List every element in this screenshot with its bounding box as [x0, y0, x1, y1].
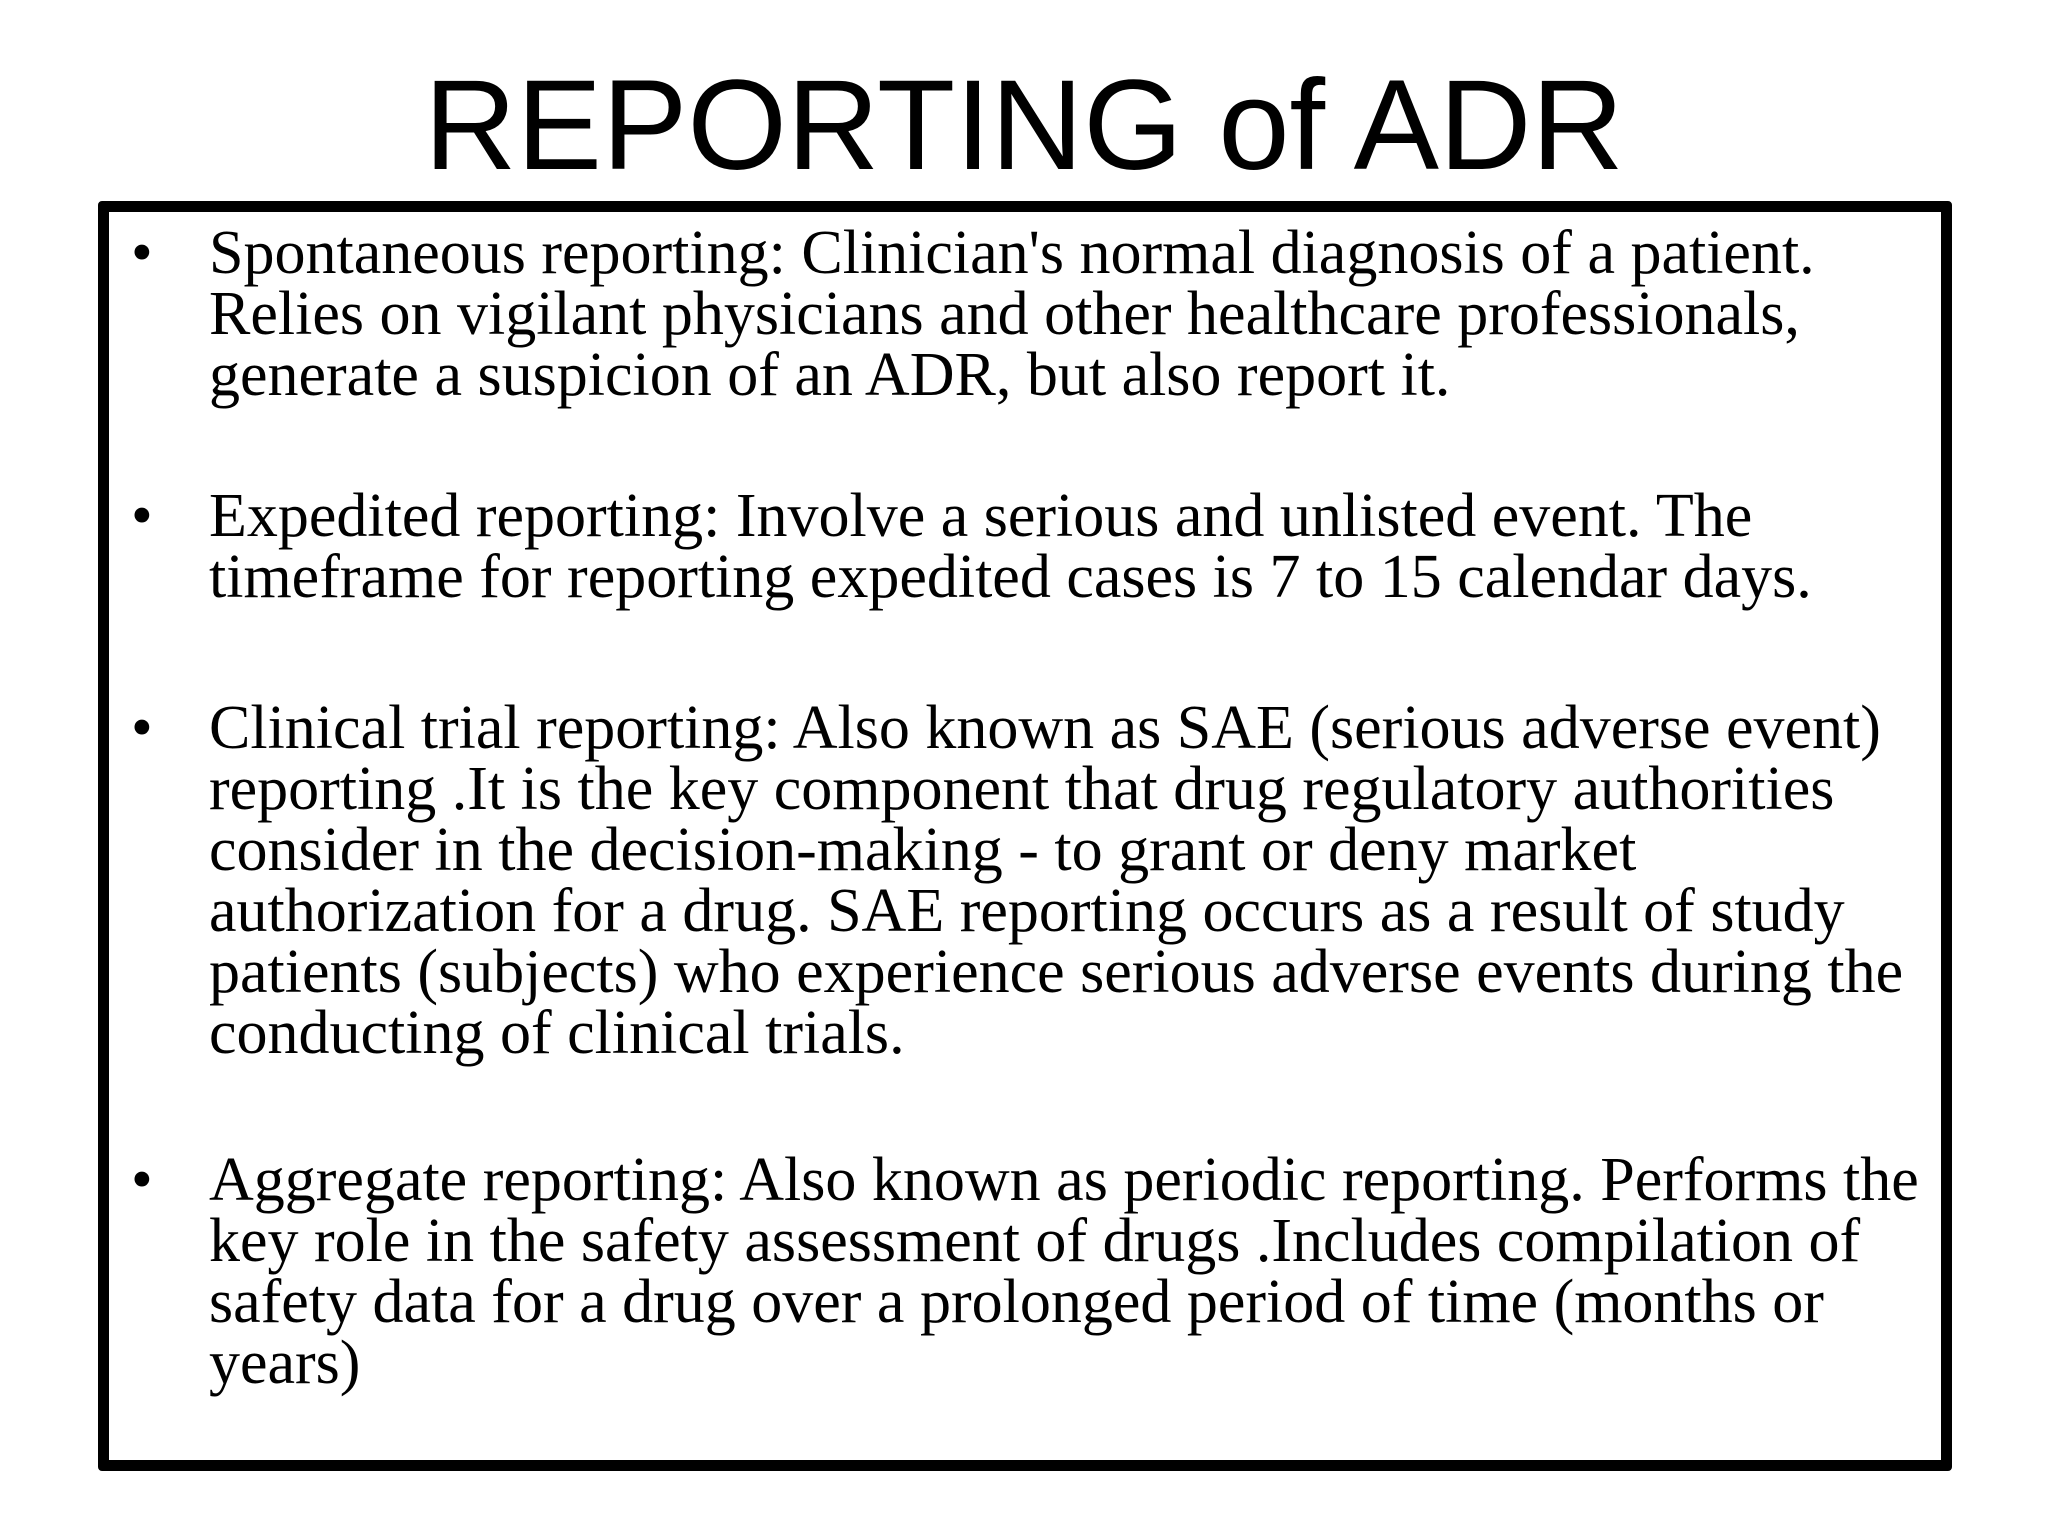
bullet-text: Spontaneous reporting: Clinician's normal diagnosis of a patient. Relies on vigilant physicians and other healthcare professionals, generate a suspicion of an ADR, but also report it. [209, 219, 1815, 409]
bullet-marker: • [131, 482, 153, 550]
bullet-text: Clinical trial reporting: Also known as SAE (serious adverse event) reporting .It is the key component that drug regulatory authorities consider in the decision-making - to grant or deny market authorization for a drug. SAE reporting occurs as a result of study patients (subjects) who experience serious adverse events during the conducting of clinical trials. [209, 694, 1904, 1067]
bullet-text: Aggregate reporting: Also known as periodic reporting. Performs the key role in the safety assessment of drugs .Includes compilation of safety data for a drug over a prolonged period of time (months or years) [209, 1146, 1919, 1397]
bullet-text: Expedited reporting: Involve a serious and unlisted event. The timeframe for reporting expedited cases is 7 to 15 calendar days. [209, 482, 1812, 611]
bullet-marker: • [131, 1146, 153, 1214]
bullet-marker: • [131, 694, 153, 762]
bullet-marker: • [131, 219, 153, 287]
slide-title: REPORTING of ADR [424, 54, 1624, 197]
content-box [98, 201, 1952, 1471]
